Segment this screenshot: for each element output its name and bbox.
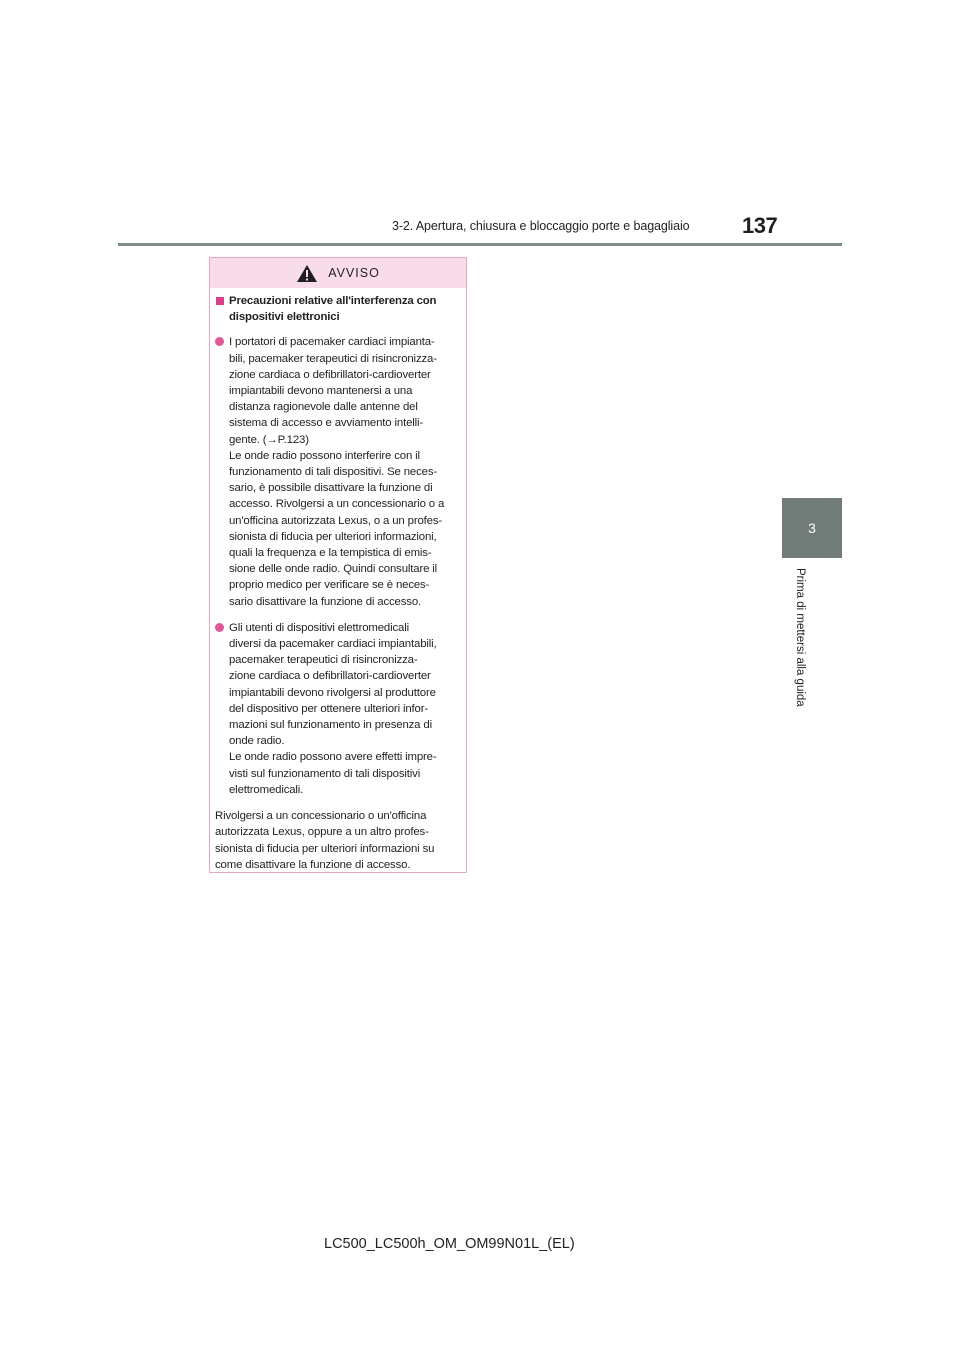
bullet-line: I portatori di pacemaker cardiaci impianta- [229,336,435,349]
bullet-line: bili, pacemaker terapeutici di risincronizza- [229,352,437,365]
bullet-item [215,334,458,609]
warning-label: AVVISO [328,266,380,280]
bullet-line: elettromedicali. [229,783,304,796]
bullet-line: sistema di accesso e avviamento intelli- [229,417,424,430]
bullet-line: del dispositivo per ottenere ulteriori infor- [229,702,429,715]
bullet-line: zione cardiaca o defibrillatori-cardioverter [229,368,431,381]
header-rule [118,243,842,246]
chapter-side-label: Prima di mettersi alla guida [794,568,806,707]
bullet-line: impiantabili devono rivolgersi al produttore [229,686,436,699]
warning-box [209,257,467,873]
footer-document-code: LC500_LC500h_OM_OM99N01L_(EL) [324,1236,575,1252]
footer-note-line: autorizzata Lexus, oppure a un altro profes- [215,826,429,839]
bullet-line: proprio medico per verificare se è neces- [229,579,430,592]
bullet-line: un'officina autorizzata Lexus, o a un profes- [229,514,443,527]
footer-note-line: Rivolgersi a un concessionario o un'officina [215,810,427,823]
square-bullet-icon [216,297,224,305]
bullet-line: zione cardiaca o defibrillatori-cardioverter [229,670,431,683]
bullet-line: mazioni sul funzionamento in presenza di [229,719,432,732]
page-number: 137 [742,213,778,238]
bullet-item [215,620,458,798]
bullet-line: distanza ragionevole dalle antenne del [229,401,418,414]
bullet-dot-icon [215,337,224,346]
subheading-text: Precauzioni relative all'interferenza con dispositivi elettronici [229,295,437,324]
bullet-line: accesso. Rivolgersi a un concessionario o a [229,498,445,511]
bullet-line: onde radio. [229,735,285,748]
bullet-line: funzionamento di tali dispositivi. Se neces- [229,466,438,479]
bullet-line: Le onde radio possono interferire con il [229,449,420,462]
bullet-dot-icon [215,623,224,632]
warning-content [210,288,466,873]
bullet-line: Gli utenti di dispositivi elettromedicali [229,621,409,634]
bullet-line-page-reference: gente. (→P.123) [229,433,309,446]
bullet-line: diversi da pacemaker cardiaci impiantabili, [229,638,437,651]
chapter-number: 3 [808,520,816,536]
bullet-line: Le onde radio possono avere effetti impre- [229,751,437,764]
warning-triangle-icon [296,264,318,283]
warning-header [210,258,466,288]
warning-subheading [215,293,458,325]
bullet-line: sario, è possibile disattivare la funzione di [229,482,433,495]
bullet-line: impiantabili devono mantenersi a una [229,385,413,398]
bullet-line: pacemaker terapeutici di risincronizza- [229,654,418,667]
chapter-tab [782,498,842,558]
bullet-line: quali la frequenza e la tempistica di emis- [229,547,432,560]
warning-footer-note [215,808,458,873]
bullet-line: sario disattivare la funzione di accesso. [229,595,422,608]
bullet-line: visti sul funzionamento di tali dispositivi [229,767,421,780]
header-section-title: 3-2. Apertura, chiusura e bloccaggio porte e bagagliaio [392,219,690,233]
footer-note-line: come disattivare la funzione di accesso. [215,858,411,871]
bullet-line: sionista di fiducia per ulteriori informazioni, [229,530,437,543]
footer-note-line: sionista di fiducia per ulteriori informazioni su [215,842,435,855]
bullet-line: sione delle onde radio. Quindi consultare il [229,563,438,576]
